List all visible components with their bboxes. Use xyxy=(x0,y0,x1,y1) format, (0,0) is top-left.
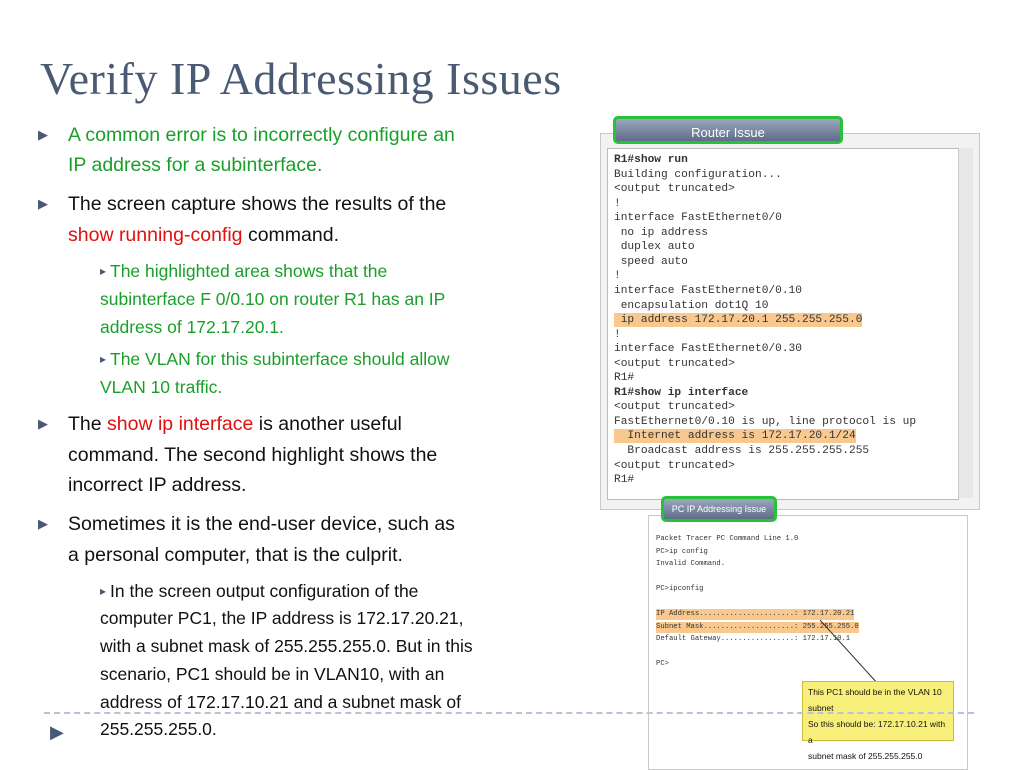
bullet-3-pre: The xyxy=(68,413,108,435)
pc-output-line: PC>ip config xyxy=(656,547,708,556)
sub-3-line-6: 255.255.255.0. xyxy=(100,719,217,739)
router-output-line: Building configuration... xyxy=(614,168,782,181)
bullet-2-line-2-rest: command. xyxy=(242,224,339,246)
next-arrow-icon[interactable]: ▶ xyxy=(50,722,64,742)
footer-divider xyxy=(44,712,974,714)
sub-3-line-2: computer PC1, the IP address is 172.17.20.21, xyxy=(100,608,464,628)
pc-output-line: PC> xyxy=(656,660,669,668)
bullet-3-line-2: command. The second highlight shows the xyxy=(68,444,438,466)
sub-marker-icon: ▸ xyxy=(100,584,107,598)
router-output-line: FastEthernet0/0.10 is up, line protocol is up xyxy=(614,415,917,428)
router-output-line: speed auto xyxy=(614,255,688,268)
sub-3-line-4: scenario, PC1 should be in VLAN10, with an xyxy=(100,664,445,684)
sub-1-line-1: The highlighted area shows that the xyxy=(110,261,388,281)
router-output-line: interface FastEthernet0/0.10 xyxy=(614,284,802,297)
router-output-line: encapsulation dot1Q 10 xyxy=(614,299,769,312)
callout-line-1: This PC1 should be in the VLAN 10 subnet xyxy=(808,687,942,713)
bullet-marker-icon: ▶ xyxy=(38,416,48,431)
callout-pointer-line xyxy=(820,620,878,684)
router-output-line: ! xyxy=(614,197,621,210)
bullet-4-line-2: a personal computer, that is the culprit. xyxy=(68,544,403,566)
sub-marker-icon: ▸ xyxy=(100,264,107,278)
router-output-line: no ip address xyxy=(614,226,708,239)
router-output-line: ! xyxy=(614,270,621,283)
slide-title: Verify IP Addressing Issues xyxy=(40,53,562,104)
pc-issue-label: PC IP Addressing Issue xyxy=(661,496,777,522)
router-output-line: Internet address is 172.17.20.1/24 xyxy=(614,430,856,443)
router-output-line: <output truncated> xyxy=(614,459,735,472)
pc-output-line: Invalid Command. xyxy=(656,560,726,568)
bullet-marker-icon: ▶ xyxy=(38,127,48,142)
bullet-3-rest: is another useful xyxy=(253,413,402,435)
bullet-3-line-3: incorrect IP address. xyxy=(68,474,247,496)
bullet-2-line-1: The screen capture shows the results of the xyxy=(68,193,447,215)
sub-2-line-2: VLAN 10 traffic. xyxy=(100,377,223,397)
callout-line-3: subnet mask of 255.255.255.0 xyxy=(808,751,923,761)
sub-marker-icon: ▸ xyxy=(100,352,107,366)
bullet-1-line-1: A common error is to incorrectly configure an xyxy=(68,124,455,146)
pc-output-line: PC>ipconfig xyxy=(656,585,704,593)
sub-3-line-5: address of 172.17.10.21 and a subnet mask of xyxy=(100,692,461,712)
bullet-marker-icon: ▶ xyxy=(38,196,48,211)
pc-output-line: Subnet Mask.....................: 255.255.255.0 xyxy=(656,622,859,631)
router-output-line: duplex auto xyxy=(614,241,695,254)
show-ip-interface-text: show ip interface xyxy=(107,413,254,435)
callout-note xyxy=(802,681,954,761)
router-issue-label: Router Issue xyxy=(613,116,843,144)
router-output-line: R1#show ip interface xyxy=(614,386,749,399)
router-output-line: <output truncated> xyxy=(614,183,735,196)
router-output-line: R1# xyxy=(614,372,635,385)
router-output-line: Broadcast address is 255.255.255.255 xyxy=(614,445,870,457)
router-output-line: R1#show run xyxy=(614,154,688,166)
router-output-line: interface FastEthernet0/0 xyxy=(614,212,782,225)
bullet-4-line-1: Sometimes it is the end-user device, such as xyxy=(68,513,455,535)
pc-output-line: Packet Tracer PC Command Line 1.0 xyxy=(656,535,799,543)
router-output-line: <output truncated> xyxy=(614,357,735,370)
bullet-1-line-2: IP address for a subinterface. xyxy=(68,154,323,176)
show-running-config-text: show running-config xyxy=(68,224,243,246)
pc-output-line: IP Address......................: 172.17.20.21 xyxy=(656,610,855,618)
router-output-line: ! xyxy=(614,328,621,341)
router-output-line: <output truncated> xyxy=(614,401,735,414)
sub-3-line-1: In the screen output configuration of the xyxy=(110,581,419,601)
sub-1-line-2: subinterface F 0/0.10 on router R1 has an IP xyxy=(100,289,446,309)
sub-2-line-1: The VLAN for this subinterface should allow xyxy=(110,349,450,369)
router-output-line: R1# xyxy=(614,474,635,487)
router-output-line: ip address 172.17.20.1 255.255.255.0 xyxy=(614,314,863,327)
bullet-marker-icon: ▶ xyxy=(38,516,48,531)
pc-output-line: Default Gateway.................: 172.17.10.1 xyxy=(656,635,851,643)
sub-1-line-3: address of 172.17.20.1. xyxy=(100,317,284,337)
router-output-line: interface FastEthernet0/0.30 xyxy=(614,343,802,356)
callout-line-2: So this should be: 172.17.10.21 with a xyxy=(808,719,946,745)
sub-3-line-3: with a subnet mask of 255.255.255.0. But in this xyxy=(100,636,473,656)
